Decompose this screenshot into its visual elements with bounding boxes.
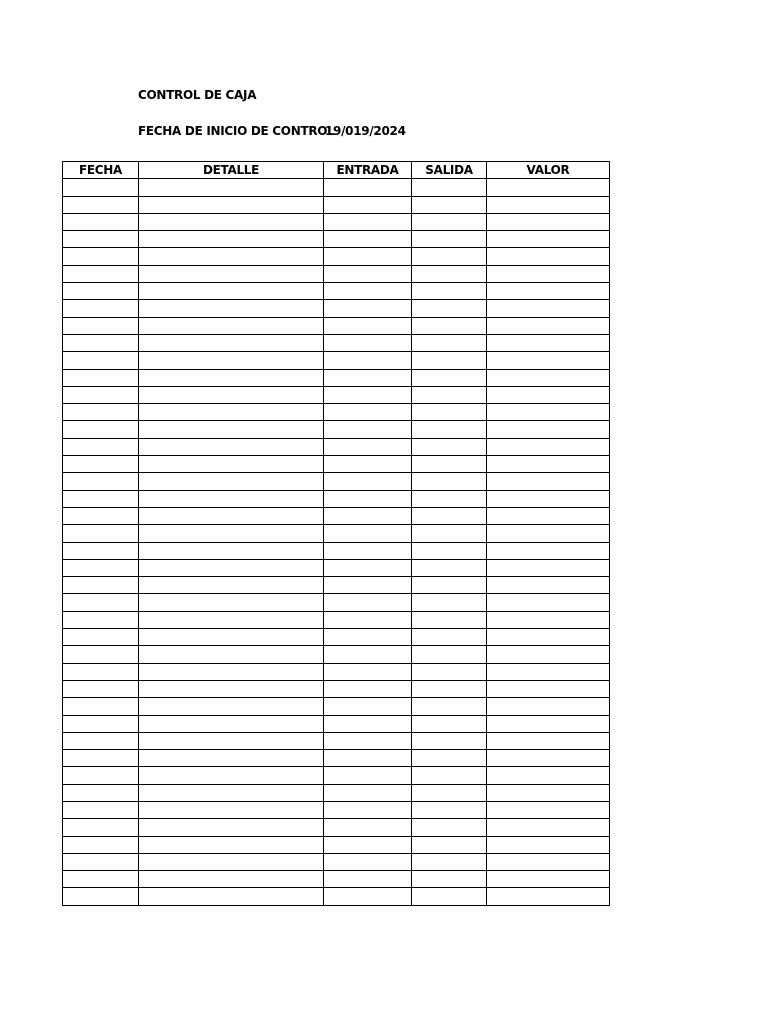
cell-detalle [139,611,324,628]
cell-fecha [63,888,139,905]
cell-detalle [139,871,324,888]
cell-valor [487,577,610,594]
cell-detalle [139,732,324,749]
header-detalle: DETALLE [139,162,324,179]
cell-detalle [139,490,324,507]
cell-valor [487,750,610,767]
cell-salida [412,300,487,317]
table-row [63,300,610,317]
cell-detalle [139,680,324,697]
table-row [63,317,610,334]
cell-fecha [63,300,139,317]
cell-fecha [63,248,139,265]
cell-fecha [63,283,139,300]
cell-entrada [324,888,412,905]
cell-detalle [139,801,324,818]
cell-detalle [139,784,324,801]
cell-fecha [63,836,139,853]
cell-salida [412,767,487,784]
table-row [63,853,610,870]
cell-detalle [139,750,324,767]
cell-valor [487,507,610,524]
cell-entrada [324,421,412,438]
cell-salida [412,819,487,836]
cell-entrada [324,473,412,490]
cell-detalle [139,334,324,351]
cell-valor [487,213,610,230]
cell-valor [487,611,610,628]
cell-entrada [324,438,412,455]
cell-fecha [63,732,139,749]
cell-valor [487,646,610,663]
cell-entrada [324,196,412,213]
cell-detalle [139,352,324,369]
cell-salida [412,283,487,300]
start-date-value: 19/019/2024 [325,124,406,138]
cell-entrada [324,698,412,715]
cell-valor [487,386,610,403]
cell-valor [487,836,610,853]
cell-valor [487,421,610,438]
cell-detalle [139,213,324,230]
cell-salida [412,715,487,732]
cell-valor [487,317,610,334]
table-row [63,577,610,594]
cell-entrada [324,680,412,697]
cell-salida [412,542,487,559]
cell-entrada [324,750,412,767]
cell-salida [412,386,487,403]
cell-entrada [324,836,412,853]
cell-valor [487,698,610,715]
cell-entrada [324,577,412,594]
cell-detalle [139,819,324,836]
cell-entrada [324,594,412,611]
cell-salida [412,888,487,905]
cell-detalle [139,715,324,732]
cell-valor [487,490,610,507]
cell-valor [487,334,610,351]
table-row [63,542,610,559]
cell-entrada [324,715,412,732]
table-row [63,525,610,542]
cell-valor [487,283,610,300]
cell-fecha [63,213,139,230]
table-row [63,231,610,248]
cell-valor [487,888,610,905]
cell-salida [412,438,487,455]
cell-valor [487,456,610,473]
table-row [63,801,610,818]
cell-fecha [63,698,139,715]
cell-valor [487,248,610,265]
cell-entrada [324,559,412,576]
cell-valor [487,732,610,749]
table-row [63,594,610,611]
header-valor: VALOR [487,162,610,179]
cell-fecha [63,490,139,507]
cell-valor [487,663,610,680]
cell-fecha [63,317,139,334]
cell-salida [412,629,487,646]
cell-fecha [63,231,139,248]
cell-detalle [139,369,324,386]
cell-valor [487,871,610,888]
cell-entrada [324,456,412,473]
cell-fecha [63,438,139,455]
cell-detalle [139,577,324,594]
cell-valor [487,594,610,611]
cell-salida [412,836,487,853]
cell-fecha [63,542,139,559]
cell-valor [487,680,610,697]
table-row [63,334,610,351]
table-row [63,213,610,230]
cash-ledger-table [62,161,610,906]
cell-salida [412,473,487,490]
table-row [63,611,610,628]
cell-salida [412,784,487,801]
table-row [63,196,610,213]
cell-entrada [324,404,412,421]
cell-detalle [139,525,324,542]
table-row [63,663,610,680]
cell-entrada [324,386,412,403]
cell-entrada [324,784,412,801]
cell-detalle [139,594,324,611]
cell-salida [412,317,487,334]
cell-salida [412,369,487,386]
cell-salida [412,680,487,697]
cell-fecha [63,853,139,870]
cell-entrada [324,317,412,334]
cell-salida [412,421,487,438]
cell-fecha [63,507,139,524]
cell-fecha [63,334,139,351]
cell-entrada [324,507,412,524]
cell-fecha [63,525,139,542]
cell-detalle [139,853,324,870]
cell-entrada [324,300,412,317]
cell-entrada [324,611,412,628]
cell-salida [412,352,487,369]
cell-fecha [63,196,139,213]
cell-valor [487,559,610,576]
cell-fecha [63,265,139,282]
cell-salida [412,611,487,628]
table-row [63,698,610,715]
cell-detalle [139,179,324,196]
cell-entrada [324,646,412,663]
cell-detalle [139,542,324,559]
cell-detalle [139,473,324,490]
table-body [63,179,610,905]
table-row [63,732,610,749]
cell-valor [487,473,610,490]
cell-detalle [139,300,324,317]
cell-fecha [63,663,139,680]
cell-entrada [324,231,412,248]
cell-entrada [324,732,412,749]
cell-salida [412,231,487,248]
cell-detalle [139,646,324,663]
cell-detalle [139,663,324,680]
table-row [63,767,610,784]
cell-fecha [63,680,139,697]
cell-valor [487,629,610,646]
cell-fecha [63,784,139,801]
cell-fecha [63,646,139,663]
cell-fecha [63,473,139,490]
table-row [63,404,610,421]
table-row [63,265,610,282]
cell-detalle [139,317,324,334]
cell-entrada [324,629,412,646]
table-row [63,629,610,646]
cell-valor [487,525,610,542]
cell-valor [487,853,610,870]
table-row [63,473,610,490]
cell-detalle [139,248,324,265]
cell-salida [412,750,487,767]
cell-detalle [139,767,324,784]
cell-salida [412,646,487,663]
table-row [63,490,610,507]
cell-entrada [324,179,412,196]
table-row [63,559,610,576]
cell-fecha [63,629,139,646]
cell-salida [412,871,487,888]
cell-salida [412,334,487,351]
cell-entrada [324,542,412,559]
cell-entrada [324,767,412,784]
cell-salida [412,525,487,542]
cell-detalle [139,386,324,403]
table-row [63,421,610,438]
cell-fecha [63,386,139,403]
cell-detalle [139,836,324,853]
cell-fecha [63,715,139,732]
table-row [63,680,610,697]
cell-fecha [63,611,139,628]
table-row [63,888,610,905]
cell-valor [487,196,610,213]
cell-entrada [324,819,412,836]
cell-valor [487,404,610,421]
cell-valor [487,179,610,196]
cell-salida [412,456,487,473]
cell-salida [412,490,487,507]
cell-entrada [324,352,412,369]
table-row [63,819,610,836]
start-date-label: FECHA DE INICIO DE CONTROL [138,124,335,138]
table-row [63,456,610,473]
cell-detalle [139,507,324,524]
cell-fecha [63,801,139,818]
table-row [63,871,610,888]
cell-fecha [63,871,139,888]
cell-salida [412,663,487,680]
document-title: CONTROL DE CAJA [138,88,257,102]
cell-fecha [63,767,139,784]
cell-entrada [324,801,412,818]
cell-fecha [63,750,139,767]
cell-valor [487,715,610,732]
cell-valor [487,352,610,369]
cell-salida [412,179,487,196]
cell-entrada [324,213,412,230]
table-row [63,750,610,767]
header-entrada: ENTRADA [324,162,412,179]
cell-entrada [324,265,412,282]
cell-valor [487,369,610,386]
cell-valor [487,438,610,455]
cell-valor [487,542,610,559]
cell-salida [412,853,487,870]
cell-fecha [63,456,139,473]
cell-entrada [324,663,412,680]
cell-detalle [139,629,324,646]
cell-fecha [63,352,139,369]
cell-detalle [139,559,324,576]
table-row [63,784,610,801]
cell-fecha [63,404,139,421]
cell-salida [412,559,487,576]
cell-entrada [324,490,412,507]
table-row [63,369,610,386]
cell-valor [487,265,610,282]
cell-valor [487,300,610,317]
table-header-row [63,162,610,179]
cell-detalle [139,698,324,715]
cell-detalle [139,231,324,248]
cell-valor [487,767,610,784]
cell-fecha [63,819,139,836]
cell-salida [412,507,487,524]
cell-entrada [324,248,412,265]
cell-detalle [139,456,324,473]
table-row [63,248,610,265]
cell-valor [487,231,610,248]
cell-salida [412,801,487,818]
cell-valor [487,784,610,801]
cell-fecha [63,594,139,611]
cell-detalle [139,404,324,421]
header-salida: SALIDA [412,162,487,179]
cell-salida [412,577,487,594]
cell-fecha [63,559,139,576]
cell-salida [412,213,487,230]
cell-salida [412,265,487,282]
table-row [63,438,610,455]
cell-salida [412,196,487,213]
cell-detalle [139,283,324,300]
cell-entrada [324,853,412,870]
cell-entrada [324,871,412,888]
cell-detalle [139,888,324,905]
table-row [63,386,610,403]
table-row [63,715,610,732]
cell-fecha [63,421,139,438]
cell-salida [412,732,487,749]
table-row [63,507,610,524]
cell-salida [412,404,487,421]
cell-valor [487,801,610,818]
cell-fecha [63,577,139,594]
table-row [63,179,610,196]
cell-fecha [63,179,139,196]
cell-detalle [139,265,324,282]
cell-entrada [324,369,412,386]
cell-entrada [324,334,412,351]
table-row [63,352,610,369]
header-fecha: FECHA [63,162,139,179]
cell-detalle [139,421,324,438]
table-row [63,283,610,300]
cell-detalle [139,196,324,213]
cell-salida [412,698,487,715]
cell-salida [412,248,487,265]
cell-entrada [324,283,412,300]
cell-entrada [324,525,412,542]
table-row [63,836,610,853]
cell-valor [487,819,610,836]
table-row [63,646,610,663]
cell-fecha [63,369,139,386]
cell-detalle [139,438,324,455]
cell-salida [412,594,487,611]
